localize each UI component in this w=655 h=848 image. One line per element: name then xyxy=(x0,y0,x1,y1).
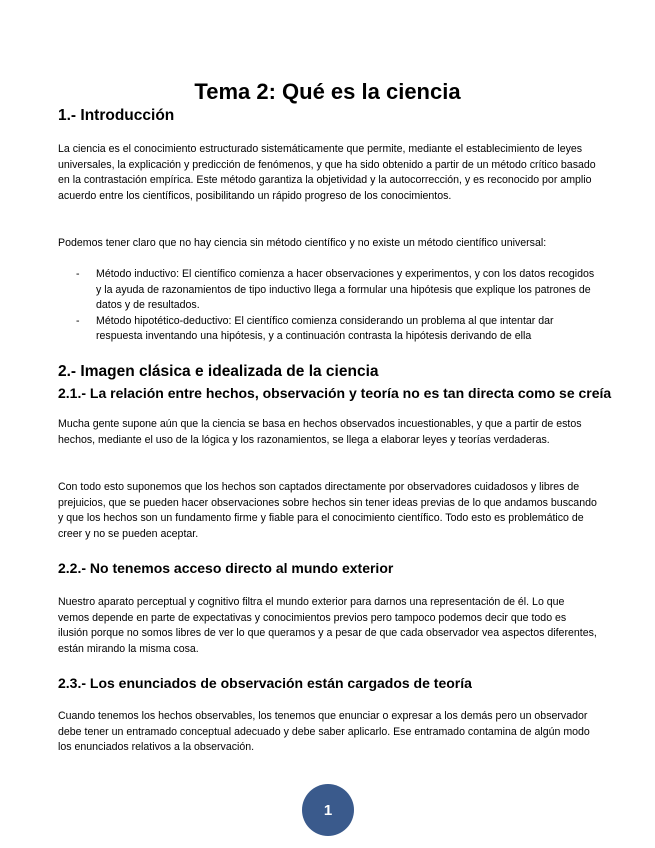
heading-2-2: 2.2.- No tenemos acceso directo al mundo exterior xyxy=(58,560,394,576)
s21-paragraph-1: Mucha gente supone aún que la ciencia se basa en hechos observados incuestionables, y que a partir de estos hechos, mediante el uso de la lógica y los razonamientos, se llega a elaborar leyes y teorías verdaderas. xyxy=(58,418,582,446)
bullet-marker: - xyxy=(76,314,80,327)
page-title: Tema 2: Qué es la ciencia xyxy=(194,79,461,104)
heading-2-3: 2.3.- Los enunciados de observación están cargados de teoría xyxy=(58,675,472,691)
intro-paragraph-1: La ciencia es el conocimiento estructurado sistemáticamente que permite, mediante el establecimiento de leyes universales, la explicación y predicción de fenómenos, y que ha sido obtenido a partir de un método crítico basado en la contrastación empírica. Este método garantiza la objetividad y la autocorrección, y es reconocido por amplio acuerdo entre los científicos, posibilitando un rápido progreso de los conocimientos. xyxy=(58,143,596,202)
list-item xyxy=(58,314,598,345)
intro-paragraph-2: Podemos tener claro que no hay ciencia sin método científico y no existe un método científico universal: xyxy=(58,237,547,249)
list-item xyxy=(58,267,598,314)
methods-list xyxy=(58,267,598,345)
list-item-text: Método inductivo: El científico comienza a hacer observaciones y experimentos, y con los datos recogidos y la ayuda de razonamientos de tipo inductivo llega a formular una hipótesis que explique los patrones de datos y de resultados. xyxy=(96,268,595,312)
s21-paragraph-2: Con todo esto suponemos que los hechos son captados directamente por observadores cuidadosos y libres de prejuicios, que se pueden hacer observaciones sobre hechos sin tener ideas previas de lo que andamos buscando y que los hechos son un fundamento firme y fiable para el conocimiento científico. Todo esto es problemático de creer y no se pueden aceptar. xyxy=(58,481,597,540)
heading-imagen-clasica: 2.- Imagen clásica e idealizada de la ciencia xyxy=(58,363,379,380)
heading-introduccion: 1.- Introducción xyxy=(58,107,175,124)
page-number-badge: 1 xyxy=(302,784,354,836)
bullet-marker: - xyxy=(76,268,80,280)
s23-paragraph-1: Cuando tenemos los hechos observables, los tenemos que enunciar o expresar a los demás pero un observador debe tener un entramado conceptual adecuado y debe saber aplicarlo. Ese entramado contamina de algún modo los enunciados relativos a la observación. xyxy=(58,710,590,754)
heading-2-1: 2.1.- La relación entre hechos, observación y teoría no es tan directa como se creía xyxy=(58,385,612,401)
s22-paragraph-1: Nuestro aparato perceptual y cognitivo filtra el mundo exterior para darnos una representación de él. Lo que vemos depende en parte de expectativas y conocimientos previos pero tampoco podemos decir que todo es ilusión porque no somos libres de ver lo que queramos y a pesar de que cada observador vea aspectos diferentes, están mirando la misma cosa. xyxy=(58,596,597,655)
list-item-text: Método hipotético-deductivo: El científico comienza considerando un problema al que intentar dar respuesta inventando una hipótesis, y a continuación contrasta la hipótesis derivando de ella xyxy=(96,314,554,343)
